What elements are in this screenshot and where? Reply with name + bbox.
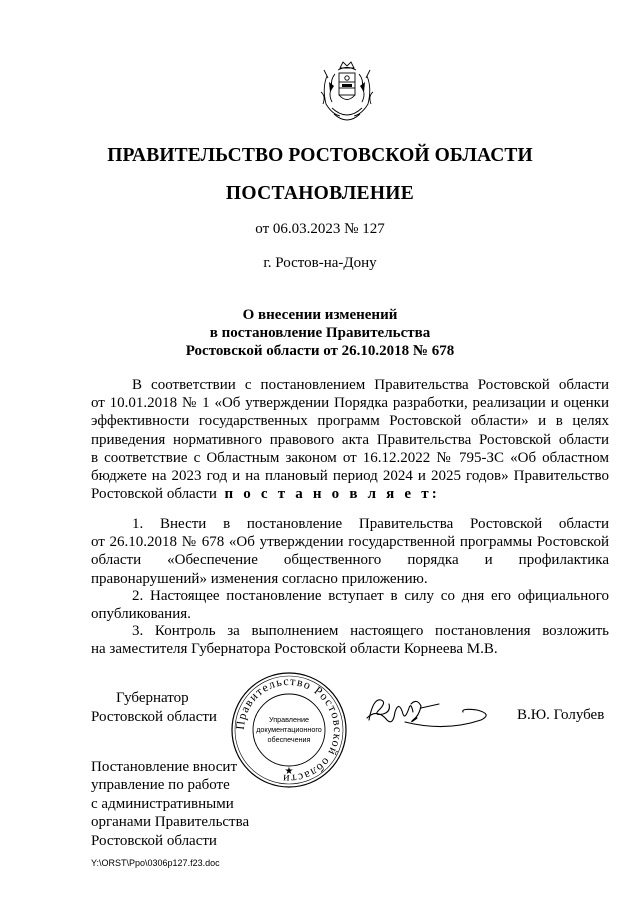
submitter-line: Ростовской области [91, 832, 217, 849]
stamp-center-line: обеспечения [267, 735, 311, 744]
item-1-paragraph [91, 515, 609, 588]
text-line: опубликования. [91, 606, 191, 623]
signer-title [91, 689, 231, 726]
text-line: области «Обеспечение общественного порядка и профилактика [91, 552, 609, 569]
text-line: бюджете на 2023 год и на плановый период 2024 и 2025 годов» Правительство [91, 468, 609, 485]
subject-line: в постановление Правительства [209, 325, 431, 341]
text-line: 1. Внести в постановление Правительства Ростовской области [132, 516, 609, 532]
submitter-line: с административными [91, 795, 234, 812]
text-line: на заместителя Губернатора Ростовской области Корнеева М.В. [91, 641, 498, 658]
signer-title-line: Ростовской области [91, 708, 217, 725]
signer-title-line: Губернатор [116, 690, 189, 706]
text-line: правонарушений» изменения согласно приложению. [91, 570, 428, 587]
svg-text:★: ★ [284, 766, 294, 777]
stamp-center-line: документационного [256, 725, 322, 734]
submitter-line: управление по работе [91, 777, 230, 794]
item-2-paragraph [91, 587, 609, 623]
submitted-by-note [91, 758, 261, 850]
submitter-line: органами Правительства [91, 814, 250, 831]
resolves-word: п о с т а н о в л я е т: [224, 486, 440, 503]
stamp-center-line: Управление [269, 715, 309, 724]
file-path-footer: Y:\ORST\Ppo\0306p127.f23.doc [91, 858, 220, 868]
text-line: 2. Настоящее постановление вступает в силу со дня его официального [132, 588, 609, 604]
document-date-number: от 06.03.2023 № 127 [255, 221, 385, 237]
text-line: от 10.01.2018 № 1 «Об утверждении Порядка разработки, реализации и оценки [91, 395, 609, 412]
document-subject [0, 306, 640, 360]
text-line: приведения нормативного правового акта Правительства Ростовской области [91, 431, 609, 448]
text-line: в соответствие с Областным законом от 16.12.2022 № 795-ЗС «Об областном [91, 449, 609, 466]
submitter-line: Постановление вносит [91, 759, 238, 775]
text-fragment: Ростовской области [91, 486, 217, 503]
text-line: 3. Контроль за выполнением настоящего постановления возложить [132, 623, 609, 639]
signer-name: В.Ю. Голубев [517, 707, 605, 723]
text-line [91, 485, 609, 503]
text-line: от 26.10.2018 № 678 «Об утверждении государственной программы Ростовской [91, 534, 609, 551]
document-type: ПОСТАНОВЛЕНИЕ [225, 183, 415, 204]
document-city: г. Ростов-на-Дону [263, 255, 377, 271]
item-3-paragraph [91, 622, 609, 658]
text-line: эффективности государственных программ Ростовской области» и в целях [91, 413, 609, 430]
subject-line: О внесении изменений [242, 307, 398, 323]
subject-line: Ростовской области от 26.10.2018 № 678 [185, 343, 455, 359]
handwritten-signature [365, 690, 495, 732]
preamble-paragraph [91, 376, 609, 503]
stamp-ring-text: Правительство Ростовской области [232, 673, 346, 787]
coat-of-arms-emblem [318, 58, 376, 128]
government-title: ПРАВИТЕЛЬСТВО РОСТОВСКОЙ ОБЛАСТИ [107, 145, 533, 166]
text-line: В соответствии с постановлением Правительства Ростовской области [132, 377, 609, 393]
